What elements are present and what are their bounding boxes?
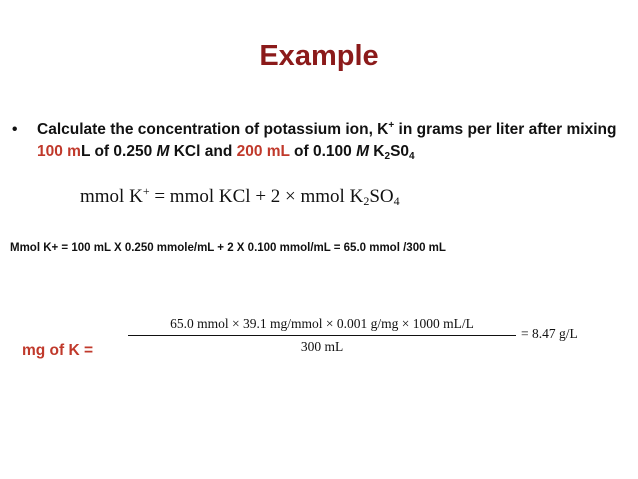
bullet-text-part: of 0.250 [90,143,157,160]
mg-label: mg of K = [22,342,94,359]
molarity-unit: M [356,143,369,160]
volume-highlight: 100 m [37,143,81,160]
fraction-denominator: 300 mL [300,339,344,354]
equation-part: = mmol KCl + 2 × mmol K [149,186,364,207]
bullet-marker: • [12,121,18,138]
equation-part: SO [369,186,394,207]
bullet-item [12,119,624,163]
bullet-text-part: S0 [390,143,410,160]
molarity-unit: M [156,143,170,160]
bullet-text-part: in grams per liter after mixing [394,121,617,138]
bullet-text-part: KCl and [169,143,237,160]
bullet-text-part: Calculate the concentration of potassium ion, K [37,121,389,138]
bullet-text [12,119,624,163]
subscript: 4 [393,194,400,208]
bullet-text-part: K [369,143,385,160]
superscript: + [388,120,395,131]
subscript: 2 [363,194,370,208]
equation-part: mmol K [80,186,143,207]
mmol-equation [80,186,400,208]
slide-title: Example [259,40,379,72]
fraction-result: = 8.47 g/L [521,326,578,341]
bullet-text-part: L [80,143,91,160]
fraction [128,316,516,355]
fraction-numerator: 65.0 mmol × 39.1 mg/mmol × 0.001 g/mg × 1000 mL/L [170,316,474,331]
superscript: + [142,184,150,198]
subscript: 2 [384,151,391,162]
subscript: 4 [409,151,415,162]
bullet-text-part: of 0.100 [289,143,357,160]
calculation-line: Mmol K+ = 100 mL X 0.250 mmole/mL + 2 X 0.100 mmol/mL = 65.0 mmol /300 mL [10,242,446,254]
volume-highlight: 200 mL [236,143,290,160]
